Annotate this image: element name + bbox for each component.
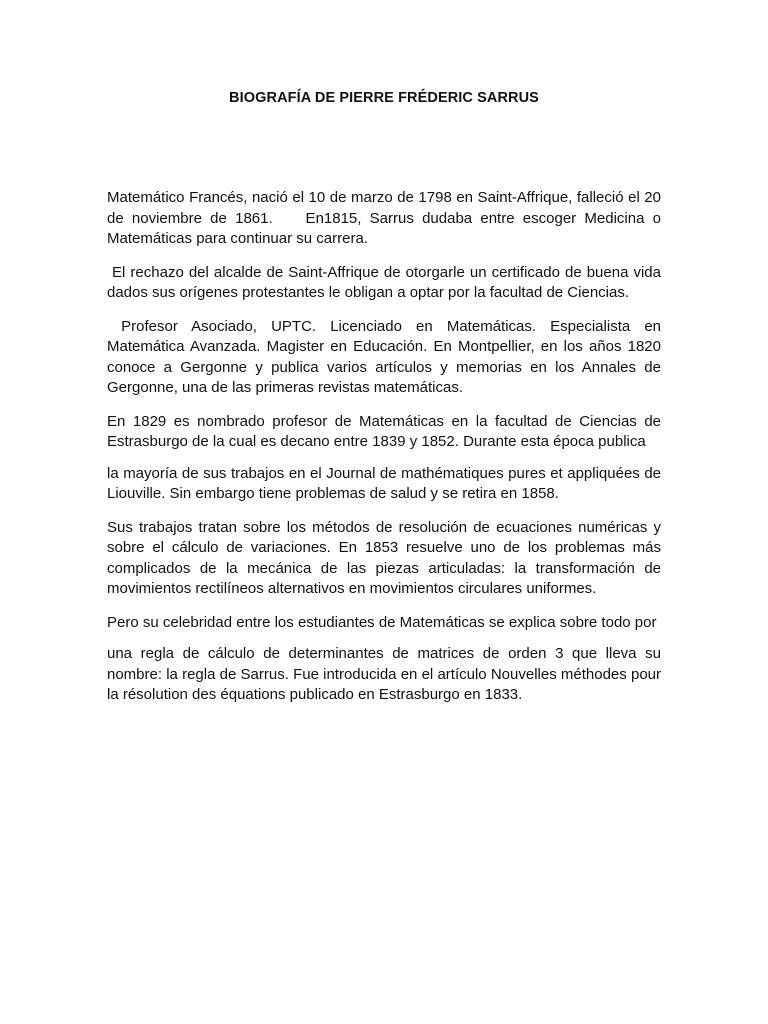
document-body	[107, 188, 666, 719]
paragraph-rejection: El rechazo del alcalde de Saint-Affrique de otorgarle un certificado de buena vida dados sus orígenes protestantes le obligan a optar por la facultad de Ciencias.	[107, 263, 666, 301]
paragraph-birth: Matemático Francés, nació el 10 de marzo de 1798 en Saint-Affrique, falleció el 20 de noviembre de 1861. En1815, Sarrus dudaba entre escoger Medicina o Matemáticas para continuar su carrera.	[107, 189, 666, 247]
paragraph-montpellier: Profesor Asociado, UPTC. Licenciado en Matemáticas. Especialista en Matemática Avanzada. Magister en Educación. En Montpellier, en los años 1820 conoce a Gergonne y publica varios artículos y memorias en los Annales de Gergonne, una de las primeras revistas matemáticas.	[107, 317, 666, 396]
paragraph-sarrus-rule: una regla de cálculo de determinantes de matrices de orden 3 que lleva su nombre: la regla de Sarrus. Fue introducida en el artículo Nouvelles méthodes pour la résolution des équations publicado en Estrasburgo en 1833.	[107, 645, 661, 703]
page-title: BIOGRAFÍA DE PIERRE FRÉDERIC SARRUS	[229, 90, 539, 106]
paragraph-publications: la mayoría de sus trabajos en el Journal de mathématiques pures et appliquées de Liouville. Sin embargo tiene problemas de salud y se retira en 1858.	[107, 464, 661, 502]
paragraph-strasbourg: En 1829 es nombrado profesor de Matemáticas en la facultad de Ciencias de Estrasburgo de la cual es decano entre 1839 y 1852. Durante esta época publica	[107, 412, 661, 450]
paragraph-celebrity: Pero su celebridad entre los estudiantes de Matemáticas se explica sobre todo por	[107, 613, 657, 631]
paragraph-works: Sus trabajos tratan sobre los métodos de resolución de ecuaciones numéricas y sobre el cálculo de variaciones. En 1853 resuelve uno de los problemas más complicados de la mecánica de las piezas articuladas: la transformación de movimientos rectilíneos alternativos en movimientos circulares uniformes.	[107, 518, 661, 597]
